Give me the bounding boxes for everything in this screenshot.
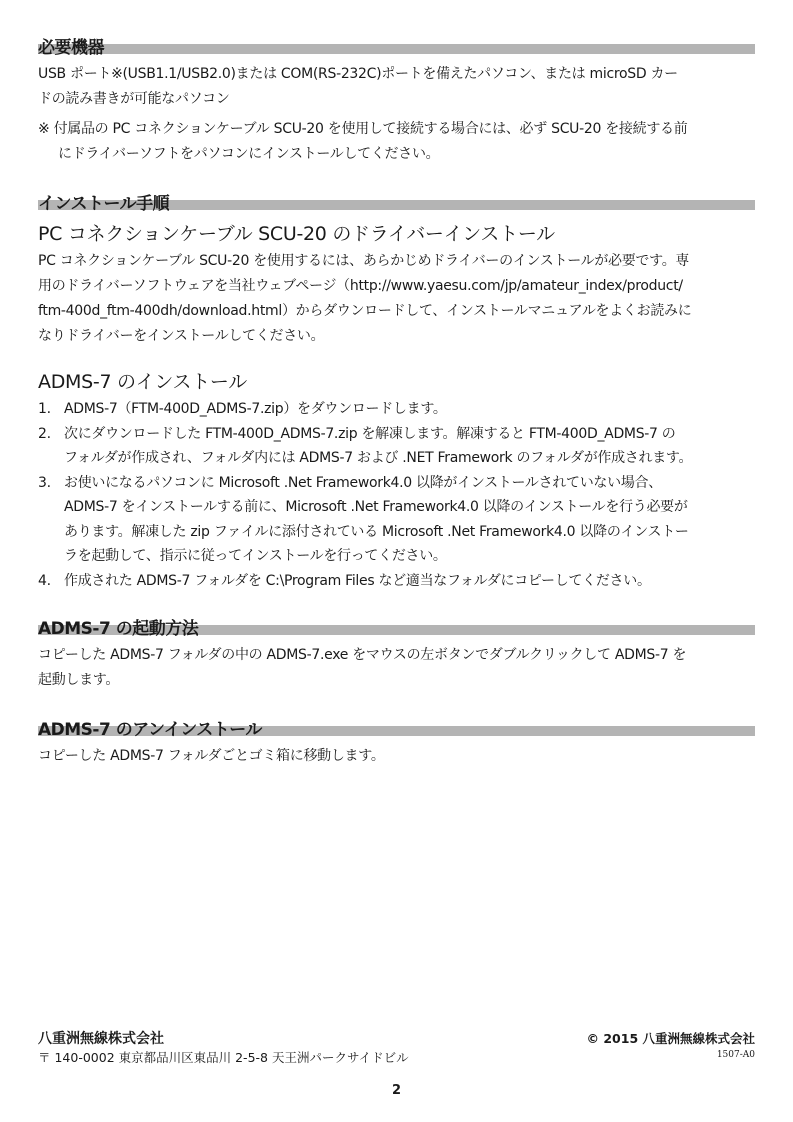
step-line: 作成された ADMS-7 フォルダを C:\Program Files など適当なフォルダにコピーしてください。: [64, 572, 651, 589]
adms-install-steps: [38, 397, 758, 593]
footer-copyright: © 2015 八重洲無線株式会社: [586, 1031, 755, 1046]
step-item: [38, 471, 758, 569]
section-heading-uninstall: [38, 719, 755, 741]
step-line: ADMS-7（FTM-400D_ADMS-7.zip）をダウンロードします。: [64, 401, 447, 417]
heading-text: インストール手順: [38, 194, 170, 214]
step-number: 1.: [38, 401, 51, 417]
footer-document-code: 1507-A0: [716, 1050, 755, 1060]
section-heading-install: [38, 193, 755, 215]
driver-install-subtitle: PC コネクションケーブル SCU-20 のドライバーインストール: [38, 223, 555, 245]
requirements-note: [38, 117, 758, 167]
section-heading-launch: [38, 618, 755, 640]
step-item: [38, 569, 758, 594]
text-line: 用のドライバーソフトウェアを当社ウェブページ（http://www.yaesu.com/jp/amateur_index/product/: [38, 278, 683, 294]
step-number: 4.: [38, 572, 51, 589]
step-item: [38, 397, 758, 422]
note-line: にドライバーソフトをパソコンにインストールしてください。: [58, 146, 440, 162]
launch-text: [38, 643, 758, 693]
uninstall-text: [38, 744, 758, 769]
text-line: PC コネクションケーブル SCU-20 を使用するには、あらかじめドライバーのインストールが必要です。専: [38, 253, 690, 269]
step-line: ADMS-7 をインストールする前に、Microsoft .Net Framework4.0 以降のインストールを行う必要が: [64, 499, 688, 515]
driver-install-text: [38, 249, 758, 349]
step-number: 3.: [38, 474, 51, 491]
adms-install-subtitle: ADMS-7 のインストール: [38, 371, 247, 393]
heading-text: ADMS-7 のアンインストール: [38, 720, 262, 740]
step-line: お使いになるパソコンに Microsoft .Net Framework4.0 以降がインストールされていない場合、: [64, 474, 662, 491]
heading-text: ADMS-7 の起動方法: [38, 619, 199, 639]
requirements-text: [38, 62, 758, 112]
heading-text: 必要機器: [38, 38, 104, 58]
text-line: コピーした ADMS-7 フォルダの中の ADMS-7.exe をマウスの左ボタンでダブルクリックして ADMS-7 を: [38, 647, 687, 663]
step-line: あります。解凍した zip ファイルに添付されている Microsoft .Net Framework4.0 以降のインストー: [64, 523, 689, 540]
step-item: [38, 422, 758, 471]
text-line: なりドライバーをインストールしてください。: [38, 328, 325, 344]
text-line: 起動します。: [38, 672, 120, 688]
note-line: ※ 付属品の PC コネクションケーブル SCU-20 を使用して接続する場合には、必ず SCU-20 を接続する前: [38, 121, 688, 137]
text-line: ftm-400d_ftm-400dh/download.html）からダウンロードして、インストールマニュアルをよくお読みに: [38, 303, 692, 319]
step-line: 次にダウンロードした FTM-400D_ADMS-7.zip を解凍します。解凍すると FTM-400D_ADMS-7 の: [64, 425, 676, 442]
step-number: 2.: [38, 425, 51, 442]
heading-bar: [38, 44, 755, 54]
step-line: ラを起動して、指示に従ってインストールを行ってください。: [64, 548, 447, 564]
text-line: コピーした ADMS-7 フォルダごとゴミ箱に移動します。: [38, 748, 385, 764]
step-line: フォルダが作成され、フォルダ内には ADMS-7 および .NET Framework のフォルダが作成されます。: [64, 450, 693, 466]
section-heading-requirements: [38, 37, 755, 59]
footer-address: 〒 140-0002 東京都品川区東品川 2-5-8 天王洲パークサイドビル: [38, 1050, 409, 1065]
text-line: USB ポート※(USB1.1/USB2.0)または COM(RS-232C)ポートを備えたパソコン、または microSD カー: [38, 66, 678, 82]
page-number: 2: [391, 1083, 402, 1098]
text-line: ドの読み書きが可能なパソコン: [38, 91, 230, 107]
footer-company: 八重洲無線株式会社: [38, 1031, 164, 1047]
